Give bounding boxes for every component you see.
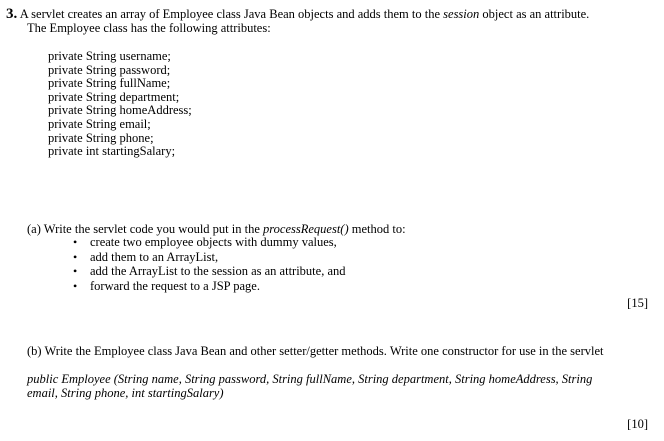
part-a-label: (a): [27, 222, 41, 236]
question-number: 3.: [6, 6, 18, 22]
attribute-list: [48, 50, 192, 159]
bullet-item: [73, 278, 346, 294]
part-b-text: Write the Employee class Java Bean and other setter/getter methods. Write one constructor for use in the servlet: [44, 344, 604, 358]
bullet-icon: •: [73, 264, 78, 278]
part-b-prompt: [27, 344, 603, 359]
attribute-line: private int startingSalary;: [48, 144, 176, 159]
part-b-label: (b): [27, 344, 42, 358]
intro-text: A servlet creates an array of Employee class Java Bean objects and adds them to the: [19, 7, 441, 21]
intro-text-end: object as an attribute.: [482, 7, 590, 21]
part-a-method: processRequest(): [263, 222, 349, 236]
bullet-text: create two employee objects with dummy values,: [90, 235, 337, 249]
attribute-line: private String homeAddress;: [48, 103, 192, 118]
attribute-line: private String username;: [48, 49, 171, 63]
bullet-item: [73, 249, 346, 265]
bullet-icon: •: [73, 249, 78, 264]
bullet-text: add them to an ArrayList,: [90, 249, 219, 264]
constructor-signature-line-2: email, String phone, int startingSalary): [27, 386, 224, 400]
attribute-line: private String password;: [48, 62, 171, 77]
attribute-line: private String fullName;: [48, 76, 171, 91]
part-a-marks: [15]: [627, 296, 648, 310]
attribute-line: private String email;: [48, 116, 151, 131]
bullet-item: [73, 264, 346, 279]
bullet-text: forward the request to a JSP page.: [90, 278, 260, 293]
bullet-icon: •: [73, 235, 78, 249]
bullet-icon: •: [73, 278, 78, 293]
part-b-marks: [10]: [627, 417, 648, 431]
part-a-text-end: method to:: [351, 222, 406, 236]
bullet-text: add the ArrayList to the session as an attribute, and: [90, 264, 346, 278]
bullet-item: [73, 235, 346, 250]
constructor-signature-line-1: public Employee (String name, String password, String fullName, String department, String homeAddress, String: [27, 372, 593, 386]
attribute-line: private String department;: [48, 89, 180, 104]
attribute-line: private String phone;: [48, 130, 154, 145]
intro-session-word: session: [443, 7, 480, 21]
part-a-bullet-list: [73, 235, 346, 293]
intro-line-2: The Employee class has the following attributes:: [27, 21, 271, 35]
part-a-text-start: Write the servlet code you would put in the: [43, 222, 260, 236]
